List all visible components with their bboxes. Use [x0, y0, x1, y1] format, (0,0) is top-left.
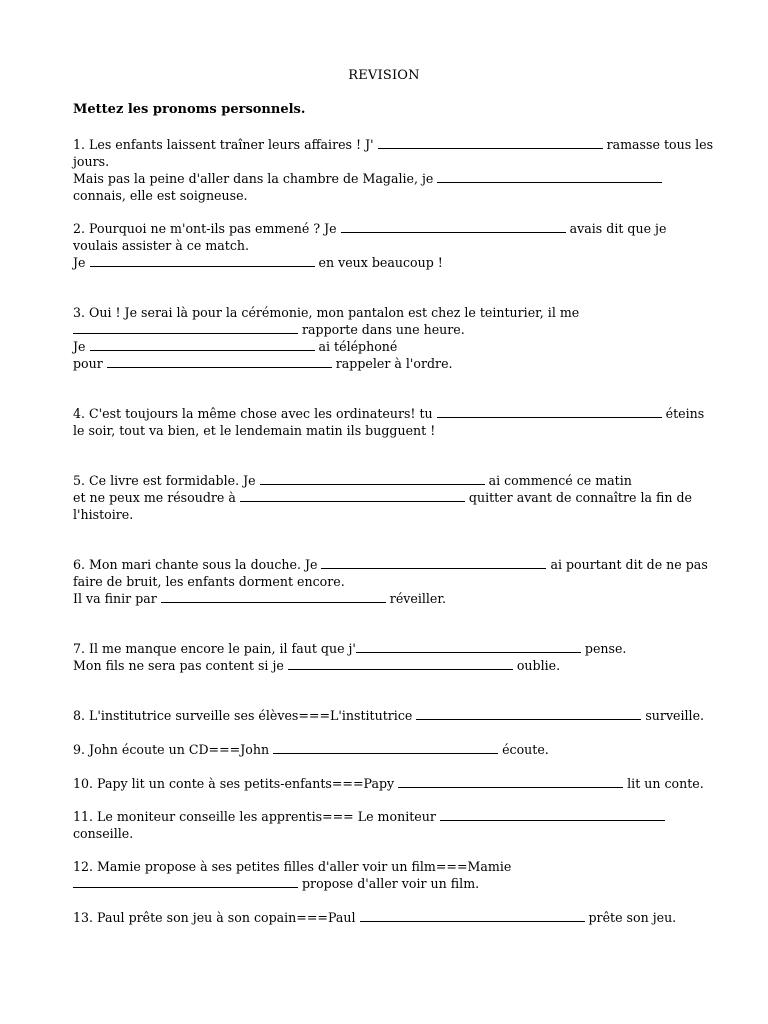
q12-text-b: propose d'aller voir un film.: [302, 876, 480, 891]
q3-text-c: Je: [73, 339, 86, 354]
q1-line-2: jours.: [73, 154, 110, 169]
q5-line-2: [73, 489, 692, 506]
q3-text-f: rappeler à l'ordre.: [335, 356, 453, 371]
q2-text-b: avais dit que je: [569, 221, 667, 236]
q9-blank[interactable]: [273, 742, 498, 754]
q5-text-c: et ne peux me résoudre à: [73, 490, 236, 505]
page-title: REVISION: [348, 68, 420, 83]
q4-blank-1[interactable]: [437, 406, 662, 418]
exercise-instruction: Mettez les pronoms personnels.: [73, 102, 306, 117]
q5-line-3: l'histoire.: [73, 507, 134, 522]
q2-line-1: [73, 220, 666, 237]
q1-text-a: 1. Les enfants laissent traîner leurs affaires ! J': [73, 137, 374, 152]
q4-text-a: 4. C'est toujours la même chose avec les ordinateurs! tu: [73, 406, 433, 421]
q3-line-2: [73, 321, 465, 338]
q5-text-d: quitter avant de connaître la fin de: [468, 490, 693, 505]
q8-text-a: 8. L'institutrice surveille ses élèves===L'institutrice: [73, 708, 413, 723]
q7-text-d: oublie.: [516, 658, 561, 673]
q11-line-1: [73, 808, 669, 825]
q10-blank[interactable]: [398, 776, 623, 788]
q6-text-a: 6. Mon mari chante sous la douche. Je: [73, 557, 318, 572]
q10-line-1: [73, 775, 704, 792]
q3-line-1: 3. Oui ! Je serai là pour la cérémonie, mon pantalon est chez le teinturier, il me: [73, 305, 580, 320]
q10-text-b: lit un conte.: [627, 776, 704, 791]
q11-blank[interactable]: [440, 809, 665, 821]
q6-blank-2[interactable]: [161, 591, 386, 603]
q3-text-d: ai téléphoné: [318, 339, 398, 354]
q7-line-2: [73, 657, 560, 674]
q13-line-1: [73, 909, 676, 926]
q1-text-c: Mais pas la peine d'aller dans la chambre de Magalie, je: [73, 171, 434, 186]
q5-line-1: [73, 472, 632, 489]
q5-text-a: 5. Ce livre est formidable. Je: [73, 473, 256, 488]
q11-line-2: conseille.: [73, 826, 134, 841]
q4-line-1: [73, 405, 704, 422]
q2-text-a: 2. Pourquoi ne m'ont-ils pas emmené ? Je: [73, 221, 337, 236]
q8-blank[interactable]: [416, 708, 641, 720]
q12-line-2: [73, 875, 479, 892]
q13-text-b: prête son jeu.: [588, 910, 677, 925]
q6-text-d: réveiller.: [389, 591, 447, 606]
q6-line-2: faire de bruit, les enfants dorment encore.: [73, 574, 345, 589]
q3-line-4: [73, 355, 453, 372]
q9-line-1: [73, 741, 549, 758]
q3-text-b: rapporte dans une heure.: [302, 322, 465, 337]
q1-blank-1[interactable]: [378, 137, 603, 149]
q2-blank-2[interactable]: [90, 255, 315, 267]
q6-line-1: [73, 556, 708, 573]
q9-text-b: écoute.: [502, 742, 549, 757]
q12-blank[interactable]: [73, 876, 298, 888]
q4-line-2: le soir, tout va bien, et le lendemain matin ils bugguent !: [73, 423, 436, 438]
q11-text-a: 11. Le moniteur conseille les apprentis=== Le moniteur: [73, 809, 436, 824]
q5-text-b: ai commencé ce matin: [488, 473, 632, 488]
q5-blank-1[interactable]: [260, 473, 485, 485]
q13-text-a: 13. Paul prête son jeu à son copain===Paul: [73, 910, 356, 925]
q6-line-3: [73, 590, 446, 607]
q2-line-3: [73, 254, 443, 271]
q1-text-b: ramasse tous les: [606, 137, 714, 152]
q8-text-b: surveille.: [645, 708, 705, 723]
q10-text-a: 10. Papy lit un conte à ses petits-enfants===Papy: [73, 776, 395, 791]
q7-blank-2[interactable]: [288, 658, 513, 670]
q7-blank-1[interactable]: [356, 641, 581, 653]
q6-text-c: Il va finir par: [73, 591, 157, 606]
q3-text-e: pour: [73, 356, 103, 371]
q7-text-c: Mon fils ne sera pas content si je: [73, 658, 284, 673]
q2-text-c: Je: [73, 255, 86, 270]
q6-blank-1[interactable]: [321, 557, 546, 569]
q7-text-b: pense.: [584, 641, 627, 656]
q1-blank-2[interactable]: [437, 171, 662, 183]
q3-blank-2[interactable]: [90, 339, 315, 351]
q1-line-4: connais, elle est soigneuse.: [73, 188, 248, 203]
q2-text-d: en veux beaucoup !: [318, 255, 443, 270]
q3-blank-3[interactable]: [107, 356, 332, 368]
q2-line-2: voulais assister à ce match.: [73, 238, 249, 253]
q13-blank[interactable]: [360, 910, 585, 922]
q1-line-1: [73, 136, 713, 153]
q12-line-1: 12. Mamie propose à ses petites filles d'aller voir un film===Mamie: [73, 859, 512, 874]
q3-line-3: [73, 338, 397, 355]
q6-text-b: ai pourtant dit de ne pas: [550, 557, 708, 572]
q3-blank-1[interactable]: [73, 322, 298, 334]
q8-line-1: [73, 707, 704, 724]
q7-text-a: 7. Il me manque encore le pain, il faut que j': [73, 641, 356, 656]
q7-line-1: [73, 640, 626, 657]
q9-text-a: 9. John écoute un CD===John: [73, 742, 270, 757]
q4-text-b: éteins: [665, 406, 705, 421]
q1-line-3: [73, 170, 666, 187]
q2-blank-1[interactable]: [341, 221, 566, 233]
q5-blank-2[interactable]: [240, 490, 465, 502]
